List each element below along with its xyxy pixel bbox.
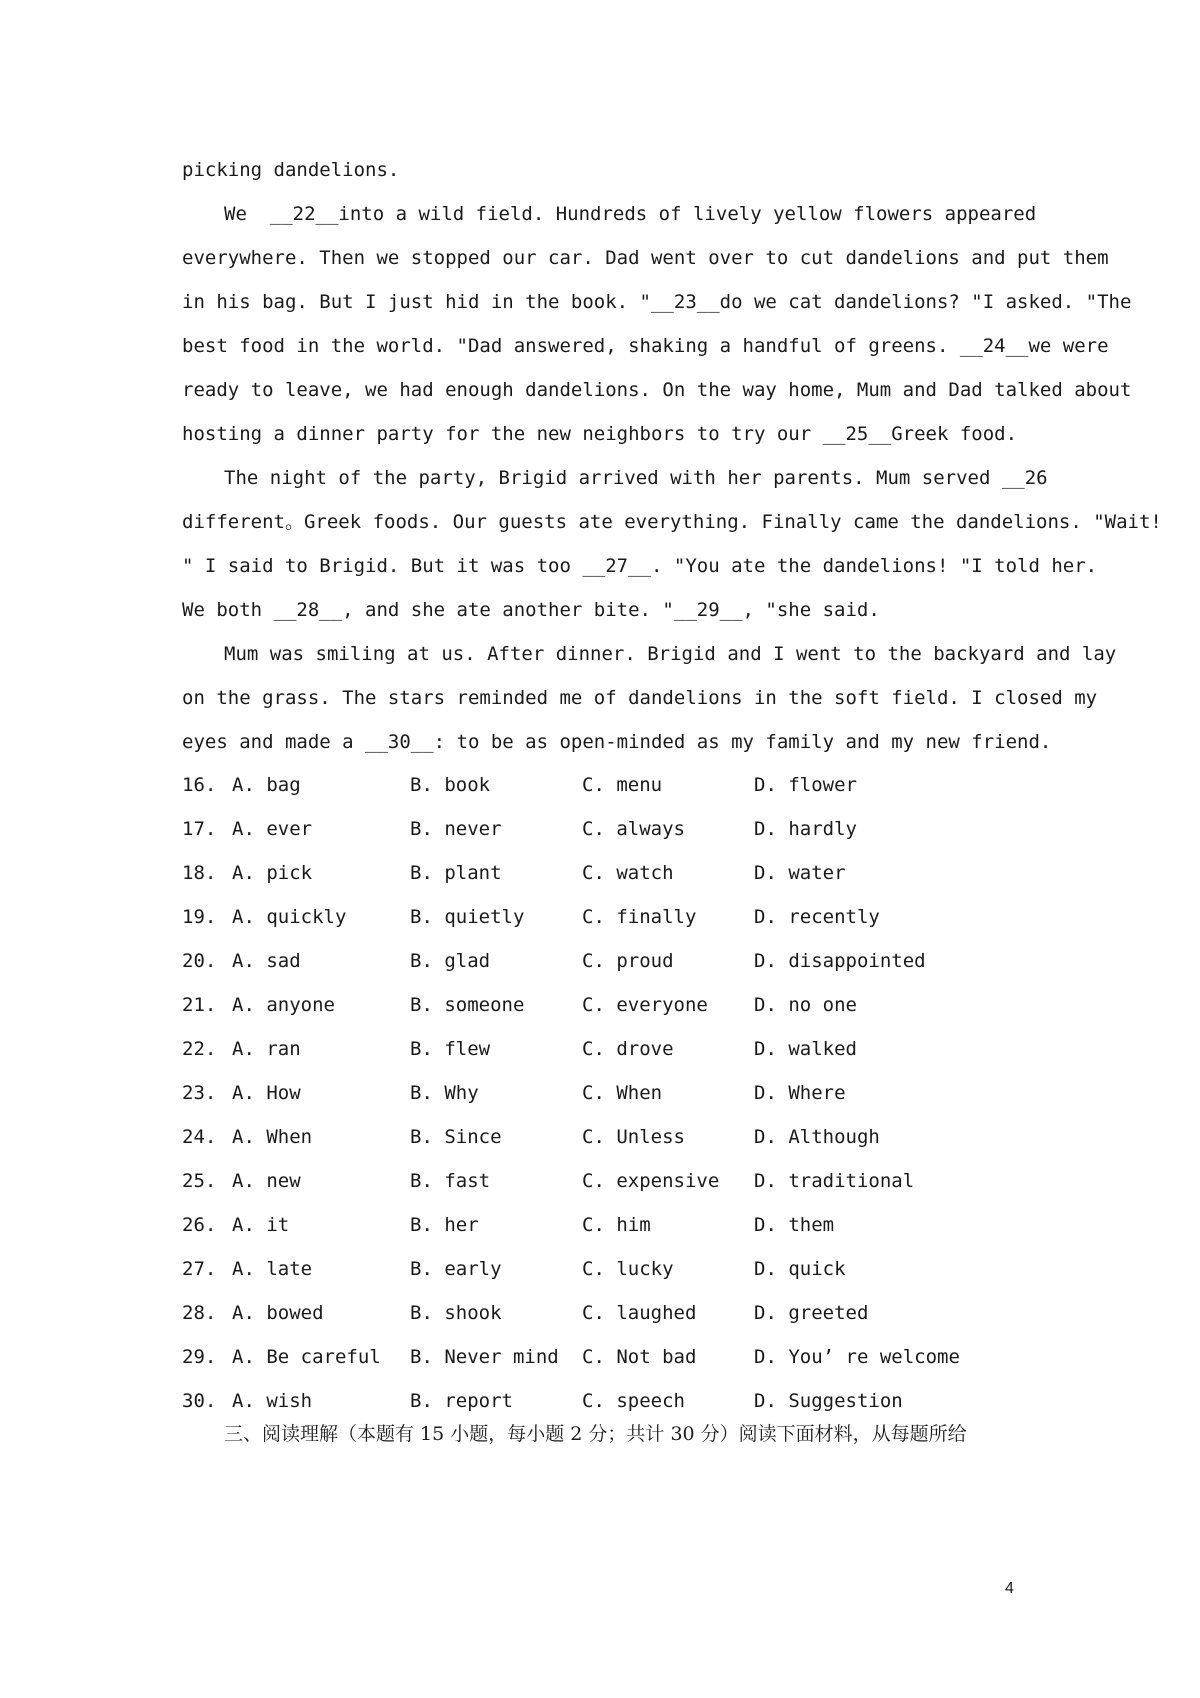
option-b: B. her (410, 1214, 479, 1236)
option-d: D. Suggestion (754, 1390, 903, 1412)
option-b: B. Since (410, 1126, 502, 1148)
option-b: B. someone (410, 994, 525, 1016)
option-a: A. When (232, 1126, 313, 1148)
option-d: D. quick (754, 1258, 846, 1280)
passage-line: in his bag. But I just hid in the book. "__23__do we cat dandelions? "I asked. "The (182, 291, 1132, 313)
option-b: B. shook (410, 1302, 502, 1324)
option-c: C. expensive (582, 1170, 720, 1192)
option-d: D. traditional (754, 1170, 915, 1192)
question-row (182, 1342, 1024, 1372)
question-row (182, 1386, 1024, 1416)
option-c: C. When (582, 1082, 663, 1104)
option-a: A. ever (232, 818, 313, 840)
option-b: B. glad (410, 950, 491, 972)
passage-line: everywhere. Then we stopped our car. Dad went over to cut dandelions and put them (182, 247, 1109, 269)
question-row (182, 902, 1024, 932)
passage-line: different。Greek foods. Our guests ate everything. Finally came the dandelions. "Wait! (182, 511, 1162, 533)
passage-line: ready to leave, we had enough dandelions. On the way home, Mum and Dad talked about (182, 379, 1132, 401)
option-b: B. early (410, 1258, 502, 1280)
question-number: 29. (182, 1346, 217, 1368)
option-c: C. proud (582, 950, 674, 972)
option-c: C. him (582, 1214, 651, 1236)
passage-line: best food in the world. "Dad answered, shaking a handful of greens. __24__we were (182, 335, 1109, 357)
option-a: A. pick (232, 862, 313, 884)
option-c: C. speech (582, 1390, 685, 1412)
question-number: 28. (182, 1302, 217, 1324)
question-row (182, 1034, 1024, 1064)
page-number: 4 (1005, 1580, 1014, 1597)
option-c: C. watch (582, 862, 674, 884)
question-number: 25. (182, 1170, 217, 1192)
option-c: C. always (582, 818, 685, 840)
option-b: B. Never mind (410, 1346, 559, 1368)
passage-line: eyes and made a __30__: to be as open-minded as my family and my new friend. (182, 731, 1052, 753)
question-number: 21. (182, 994, 217, 1016)
passage-line: hosting a dinner party for the new neighbors to try our __25__Greek food. (182, 423, 1018, 445)
option-a: A. new (232, 1170, 301, 1192)
option-c: C. menu (582, 774, 663, 796)
option-b: B. Why (410, 1082, 479, 1104)
option-c: C. Not bad (582, 1346, 697, 1368)
option-d: D. hardly (754, 818, 857, 840)
option-d: D. them (754, 1214, 835, 1236)
question-row (182, 1210, 1024, 1240)
option-a: A. wish (232, 1390, 313, 1412)
option-b: B. book (410, 774, 491, 796)
option-d: D. recently (754, 906, 880, 928)
passage-line: " I said to Brigid. But it was too __27__. "You ate the dandelions! "I told her. (182, 555, 1098, 577)
option-b: B. flew (410, 1038, 491, 1060)
option-d: D. greeted (754, 1302, 869, 1324)
passage-line: on the grass. The stars reminded me of dandelions in the soft field. I closed my (182, 687, 1098, 709)
option-a: A. it (232, 1214, 290, 1236)
option-a: A. Be careful (232, 1346, 381, 1368)
option-a: A. ran (232, 1038, 301, 1060)
question-number: 26. (182, 1214, 217, 1236)
option-b: B. report (410, 1390, 513, 1412)
question-row (182, 770, 1024, 800)
option-d: D. Although (754, 1126, 880, 1148)
question-row (182, 1122, 1024, 1152)
passage-line: picking dandelions. (182, 159, 400, 181)
option-d: D. Where (754, 1082, 846, 1104)
question-row (182, 990, 1024, 1020)
question-number: 20. (182, 950, 217, 972)
option-c: C. lucky (582, 1258, 674, 1280)
option-c: C. laughed (582, 1302, 697, 1324)
question-row (182, 1166, 1024, 1196)
option-a: A. quickly (232, 906, 347, 928)
option-c: C. finally (582, 906, 697, 928)
question-number: 30. (182, 1390, 217, 1412)
option-a: A. How (232, 1082, 301, 1104)
option-d: D. flower (754, 774, 857, 796)
passage-line: The night of the party, Brigid arrived with her parents. Mum served __26 (224, 467, 1048, 489)
option-a: A. anyone (232, 994, 335, 1016)
option-b: B. fast (410, 1170, 491, 1192)
option-d: D. disappointed (754, 950, 926, 972)
question-row (182, 1298, 1024, 1328)
passage-line: We both __28__, and she ate another bite. "__29__, "she said. (182, 599, 880, 621)
passage-line: Mum was smiling at us. After dinner. Brigid and I went to the backyard and lay (224, 643, 1117, 665)
option-d: D. walked (754, 1038, 857, 1060)
question-number: 24. (182, 1126, 217, 1148)
question-row (182, 858, 1024, 888)
section-heading: 三、阅读理解（本题有 15 小题，每小题 2 分；共计 30 分）阅读下面材料，从每题所给 (224, 1423, 967, 1445)
passage-line: We __22__into a wild field. Hundreds of lively yellow flowers appeared (224, 203, 1037, 225)
question-row (182, 1078, 1024, 1108)
option-b: B. never (410, 818, 502, 840)
question-number: 23. (182, 1082, 217, 1104)
option-c: C. drove (582, 1038, 674, 1060)
option-a: A. bowed (232, 1302, 324, 1324)
question-number: 18. (182, 862, 217, 884)
question-row (182, 946, 1024, 976)
question-row (182, 814, 1024, 844)
question-number: 27. (182, 1258, 217, 1280)
option-d: D. You’ re welcome (754, 1346, 960, 1368)
option-a: A. sad (232, 950, 301, 972)
option-a: A. late (232, 1258, 313, 1280)
option-b: B. quietly (410, 906, 525, 928)
option-d: D. no one (754, 994, 857, 1016)
question-number: 17. (182, 818, 217, 840)
option-d: D. water (754, 862, 846, 884)
option-b: B. plant (410, 862, 502, 884)
question-row (182, 1254, 1024, 1284)
option-c: C. Unless (582, 1126, 685, 1148)
option-c: C. everyone (582, 994, 708, 1016)
question-number: 19. (182, 906, 217, 928)
question-number: 22. (182, 1038, 217, 1060)
question-number: 16. (182, 774, 217, 796)
option-a: A. bag (232, 774, 301, 796)
